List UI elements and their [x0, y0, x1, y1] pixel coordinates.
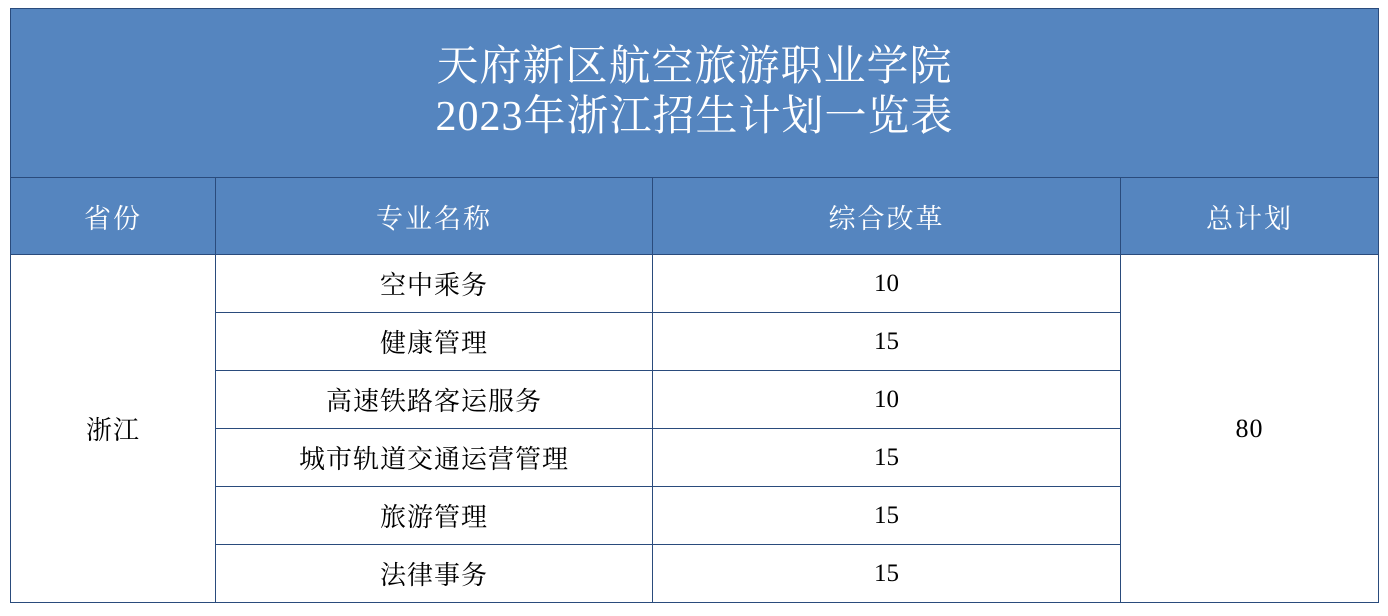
- province-value: 浙江: [11, 255, 216, 603]
- comprehensive-reform-value: 10: [653, 371, 1121, 429]
- total-plan-value: 80: [1121, 255, 1379, 603]
- major-name: 旅游管理: [216, 487, 653, 545]
- comprehensive-reform-value: 15: [653, 313, 1121, 371]
- major-name: 健康管理: [216, 313, 653, 371]
- major-name: 法律事务: [216, 545, 653, 603]
- table-title-row: [11, 9, 1379, 178]
- column-header-comprehensive-reform: 综合改革: [653, 178, 1121, 255]
- table-row: [11, 255, 1379, 313]
- major-name: 高速铁路客运服务: [216, 371, 653, 429]
- document-title: [11, 9, 1379, 178]
- column-header-province: 省份: [11, 178, 216, 255]
- comprehensive-reform-value: 15: [653, 545, 1121, 603]
- comprehensive-reform-value: 15: [653, 429, 1121, 487]
- title-line-1: 天府新区航空旅游职业学院: [436, 44, 953, 91]
- column-header-major: 专业名称: [216, 178, 653, 255]
- column-header-total-plan: 总计划: [1121, 178, 1379, 255]
- title-line-2: 2023年浙江招生计划一览表: [435, 94, 954, 140]
- comprehensive-reform-value: 15: [653, 487, 1121, 545]
- table-header-row: [11, 178, 1379, 255]
- major-name: 空中乘务: [216, 255, 653, 313]
- major-name: 城市轨道交通运营管理: [216, 429, 653, 487]
- enrollment-plan-table: [10, 8, 1379, 603]
- comprehensive-reform-value: 10: [653, 255, 1121, 313]
